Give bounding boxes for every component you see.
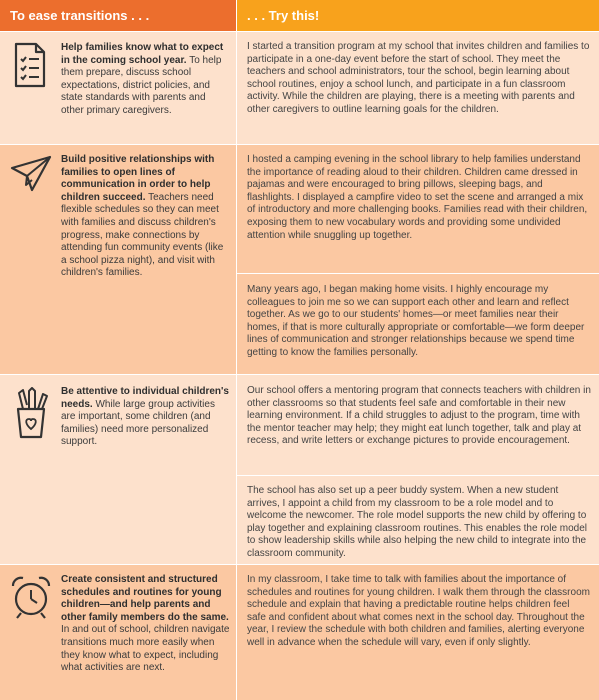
row-1-tip <box>237 32 599 144</box>
row-3-tip-1 <box>237 375 599 475</box>
strategy-body: In and out of school, children navigate transitions much more easily when they know what to expect, including what activities are next. <box>61 624 230 674</box>
strategy-body: While large group activities are important, some children (and families) need more personalized support. <box>61 398 215 448</box>
row-4-tip <box>237 565 599 700</box>
row-2-tip-1 <box>237 145 599 273</box>
row-1-strategy <box>0 32 236 144</box>
tip-text: The school has also set up a peer buddy system. When a new student arrives, I appoint a child from my classroom to be a role model and to welcome the newcomer. The role model supports the new child by offering to play together and explaining classroom routines. This enables the role model to show leadership skills while also helping the new child to integrate into the classroom community. <box>247 485 588 559</box>
strategy-heading: Create consistent and structured schedules and routines for young children—and help parents and other family members do the same. <box>61 574 229 623</box>
strategy-body: To help them prepare, discuss school expectations, district policies, and state standards with parents and other primary caregivers. <box>61 54 222 116</box>
strategy-text <box>61 42 230 118</box>
tip-text: Our school offers a mentoring program that connects teachers with children in other classrooms so that students feel safe and comfortable in their new learning environment. If a child struggles to adjust to the program, time with the mentor teacher may help; they might eat lunch together, talk and play at recess, and write letters or exchange pictures to provide encouragement. <box>247 385 591 447</box>
row-4-strategy <box>0 565 236 700</box>
tip-text: In my classroom, I take time to talk with families about the importance of schedules and routines for young children. I walk them through the classroom schedule and explain that having a predictable routine helps children feel safe and confident about what comes next in the school day. Throughout the year, I review the schedule with both children and families, alerting everyone well in advance when the schedule will vary, even if only slightly. <box>247 574 590 648</box>
row-3-strategy <box>0 375 236 564</box>
alarm-clock-icon <box>10 574 50 620</box>
strategy-heading: Be attentive to individual children's needs. <box>61 386 229 410</box>
strategy-text <box>61 386 230 449</box>
pencil-cup-icon <box>10 387 50 439</box>
tip-text: Many years ago, I began making home visits. I highly encourage my colleagues to join me so we can support each other and learn and reflect together. As we go to our students' homes—or meet families near their homes, if that is more culturally appropriate or comfortable—we form deeper lines of communication and stronger relationships because we spend time getting to know the families personally. <box>247 284 585 358</box>
strategy-heading: Build positive relationships with families to open lines of communication in order to help children succeed. <box>61 154 215 203</box>
tip-text: I started a transition program at my school that invites children and families to participate in a one-day event before the start of school. They meet the teachers and school administrators, tour the school, begin learning about school routines, enjoy a school lunch, and participate in a fun classroom activity. While the children are playing, there is a meeting with parents and other caregivers to outline learning goals for the children. <box>247 41 590 115</box>
header-left: To ease transitions . . . <box>0 0 236 31</box>
checklist-icon <box>10 42 50 88</box>
strategy-heading: Help families know what to expect in the coming school year. <box>61 42 224 66</box>
tip-text: I hosted a camping evening in the school library to help families understand the importance of reading aloud to their children. Children came dressed in pajamas and were encouraged to bring pillows, sleeping bags, and flashlights. I displayed a campfire video to set the scene and arranged a mix of introductory and more challenging books. Families read with their children, exposing them to new vocabulary words and providing some undivided attention while snuggling up together. <box>247 154 588 241</box>
row-2-tip-2 <box>237 274 599 374</box>
row-3-tip-2 <box>237 476 599 564</box>
strategy-body: Teachers need flexible schedules so they can meet with families and discuss children's progress, make connections by attending fun community events (like a school pizza night), and visit with children's families. <box>61 191 224 279</box>
strategy-text <box>61 574 230 675</box>
paper-plane-icon <box>10 154 50 200</box>
header-right: . . . Try this! <box>237 0 599 31</box>
strategy-text <box>61 154 230 280</box>
row-2-strategy <box>0 145 236 374</box>
